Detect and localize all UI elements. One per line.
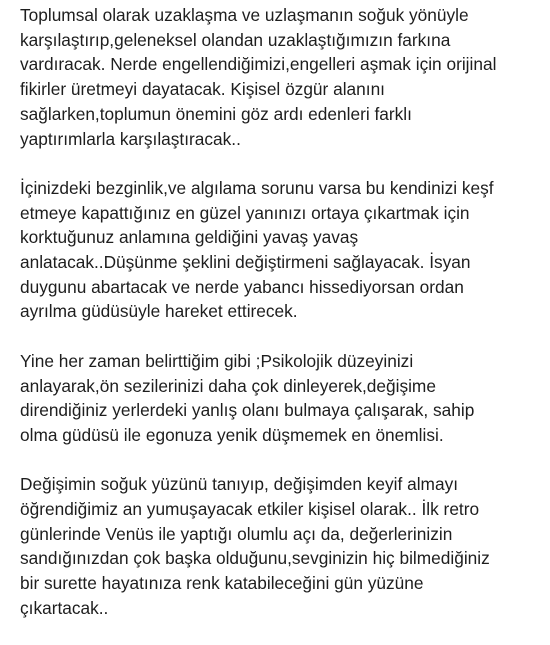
paragraph-1 — [20, 3, 545, 151]
text-line: fikirler üretmeyi dayatacak. Kişisel özgür alanını — [20, 79, 385, 100]
text-line: ayrılma güdüsüyle hareket ettirecek. — [20, 301, 298, 322]
text-line: anlayarak,ön sezilerinizi daha çok dinleyerek,değişime — [20, 375, 436, 396]
text-line: Yine her zaman belirttiğim gibi ;Psikolojik düzeyinizi — [20, 350, 414, 371]
paragraph-2 — [20, 176, 545, 324]
paragraph-4 — [20, 472, 545, 620]
text-line: bir surette hayatınıza renk katabileceğini gün yüzüne — [20, 573, 424, 594]
text-line: İçinizdeki bezginlik,ve algılama sorunu varsa bu kendinizi keşf — [20, 177, 494, 198]
paragraph-3 — [20, 349, 545, 448]
text-line: etmeye kapattığınız en güzel yanınızı ortaya çıkartmak için — [20, 202, 470, 223]
text-line: Değişimin soğuk yüzünü tanıyıp, değişimden keyif almayı — [20, 474, 459, 495]
text-line: karşılaştırıp,geleneksel olandan uzaklaştığımızın farkına — [20, 29, 451, 50]
text-line: direndiğiniz yerlerdeki yanlış olanı bulmaya çalışarak, sahip — [20, 400, 475, 421]
text-line: vardıracak. Nerde engellendiğimizi,engelleri aşmak için orijinal — [20, 54, 497, 75]
text-line: anlatacak..Düşünme şeklini değiştirmeni sağlayacak. İsyan — [20, 252, 471, 273]
text-line: korktuğunuz anlamına geldiğini yavaş yavaş — [20, 227, 359, 248]
text-line: olma güdüsü ile egonuza yenik düşmemek en önemlisi. — [20, 424, 444, 445]
text-line: yaptırımlarla karşılaştıracak.. — [20, 128, 241, 149]
text-line: duygunu abartacak ve nerde yabancı hissediyorsan ordan — [20, 276, 464, 297]
text-line: günlerinde Venüs ile yaptığı olumlu açı da, değerlerinizin — [20, 523, 453, 544]
text-line: Toplumsal olarak uzaklaşma ve uzlaşmanın soğuk yönüyle — [20, 5, 469, 25]
text-line: sağlarken,toplumun önemini göz ardı edenleri farklı — [20, 103, 412, 124]
text-line: öğrendiğimiz an yumuşayacak etkiler kişisel olarak.. İlk retro — [20, 499, 480, 520]
document-body — [20, 3, 545, 645]
text-line: çıkartacak.. — [20, 597, 109, 618]
text-line: sandığınızdan çok başka olduğunu,sevginizin hiç bilmediğiniz — [20, 548, 490, 569]
